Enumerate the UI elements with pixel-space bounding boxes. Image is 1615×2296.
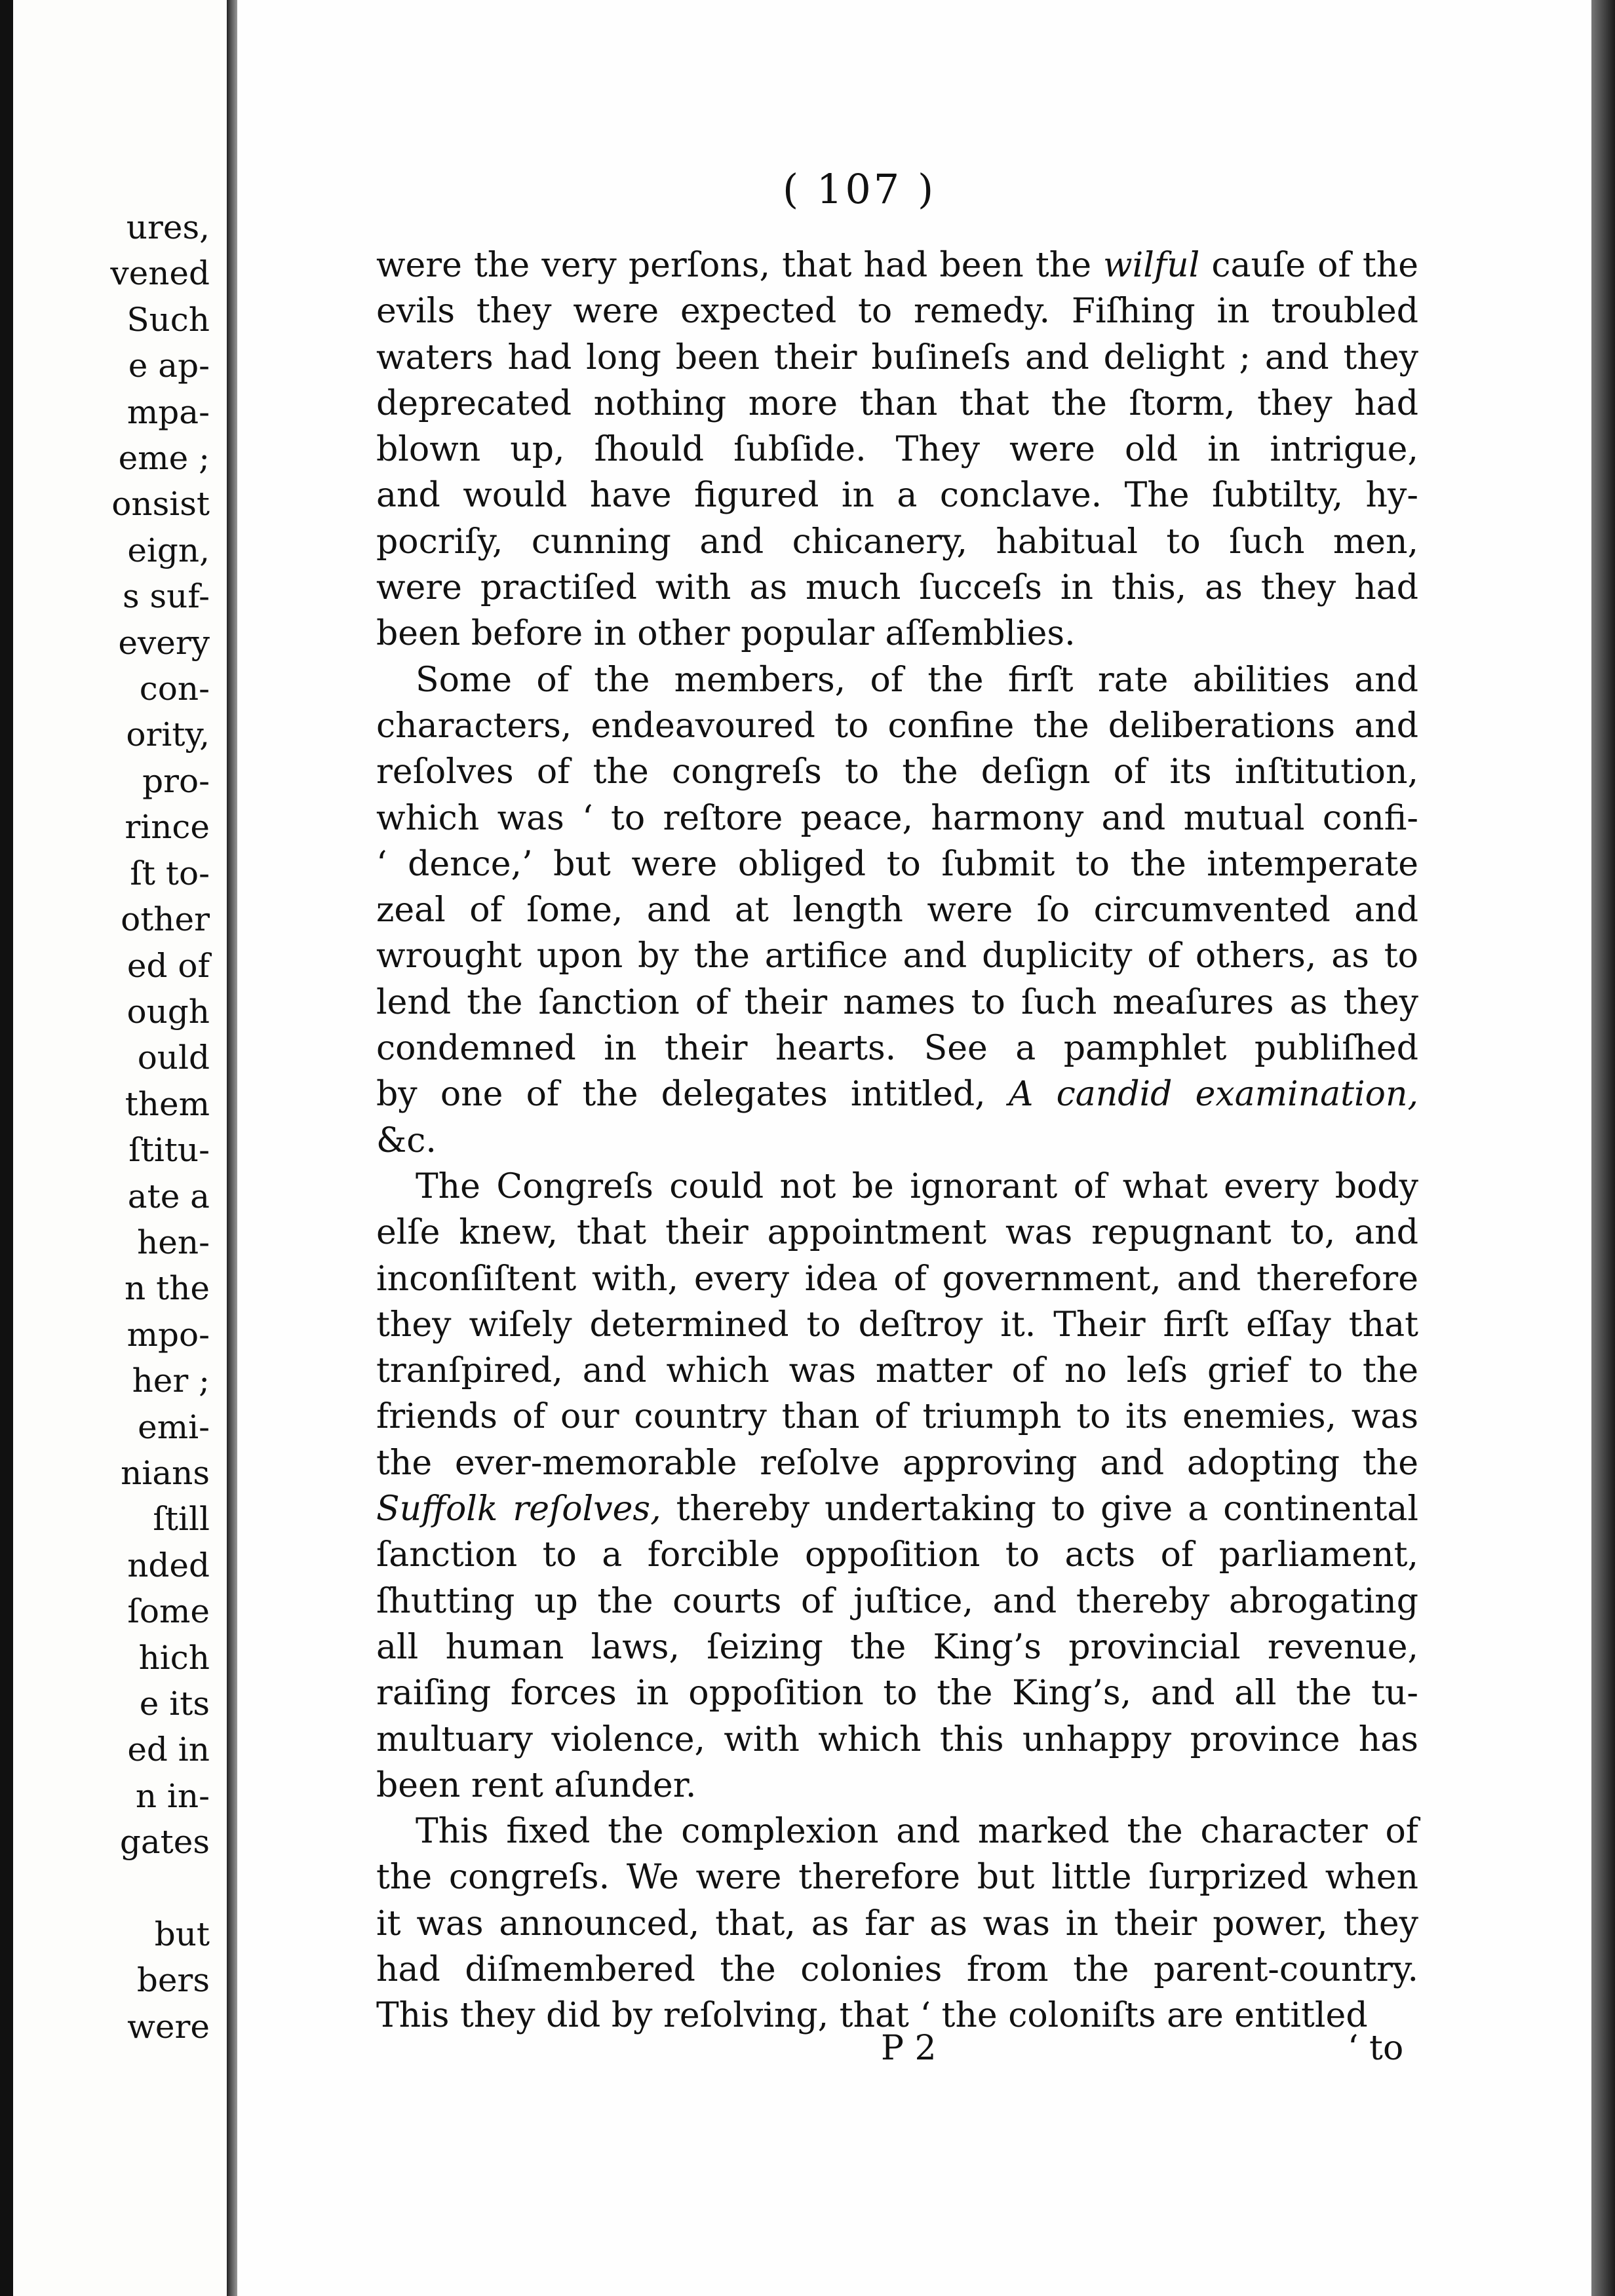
paragraph bbox=[376, 657, 1418, 1164]
left-page-fragment: bers bbox=[136, 1961, 210, 2000]
paragraph bbox=[376, 1164, 1418, 1808]
text-segment: been rent aſunder. bbox=[376, 1765, 697, 1805]
text-line bbox=[376, 242, 1418, 288]
left-page-fragment: ures, bbox=[126, 208, 210, 246]
left-page-fragment: s suf- bbox=[122, 577, 210, 616]
text-segment: pocriſy, cunning and chicanery, habitual to ſuch men, bbox=[376, 522, 1418, 562]
left-page-fragment: ſtitu- bbox=[128, 1131, 210, 1170]
text-line bbox=[376, 288, 1418, 334]
left-page-fragment: eme ; bbox=[118, 439, 210, 478]
text-segment: the congreſs. We were therefore but little ſurprized when bbox=[376, 1858, 1418, 1898]
text-segment: lend the ſanction of their names to ſuch meaſures as they bbox=[376, 982, 1418, 1022]
text-line bbox=[376, 1532, 1418, 1578]
text-segment: cauſe of the bbox=[1199, 246, 1419, 285]
left-page-fragment: mpo- bbox=[126, 1315, 210, 1354]
left-page-fragment: hich bbox=[138, 1638, 210, 1677]
text-line bbox=[376, 1071, 1418, 1117]
text-line bbox=[376, 519, 1418, 565]
text-segment: deprecated nothing more than that the ſtorm, they had bbox=[376, 383, 1418, 423]
text-segment: inconſiſtent with, every idea of government, and therefore bbox=[376, 1259, 1418, 1299]
text-segment: been before in other popular aſſemblies. bbox=[376, 614, 1076, 654]
left-page-fragment: other bbox=[121, 900, 210, 939]
text-line bbox=[376, 795, 1418, 841]
left-gutter bbox=[0, 0, 13, 2296]
left-page-fragment: gates bbox=[119, 1823, 210, 1862]
right-page-edge bbox=[1591, 0, 1615, 2296]
text-segment: reſolves of the congreſs to the deſign of its inſtitution, bbox=[376, 752, 1418, 792]
text-segment: Some of the members, of the firſt rate abilities and bbox=[416, 660, 1418, 700]
text-line bbox=[376, 1025, 1418, 1071]
left-page-fragment: mpa- bbox=[126, 392, 210, 431]
text-line bbox=[376, 1947, 1418, 1993]
text-line bbox=[376, 1302, 1418, 1348]
text-segment: were the very perſons, that had been the bbox=[376, 246, 1104, 285]
text-segment: multuary violence, with which this unhappy province has bbox=[376, 1719, 1418, 1759]
left-page-fragment: Such bbox=[126, 300, 210, 339]
text-line bbox=[376, 1763, 1418, 1808]
left-page-fragment: onsist bbox=[111, 485, 210, 524]
paragraph bbox=[376, 242, 1418, 657]
text-line bbox=[376, 1670, 1418, 1716]
left-page-text-fragments bbox=[110, 204, 210, 2050]
left-page-fragment: every bbox=[118, 623, 210, 662]
left-page-fragment: ſt to- bbox=[130, 854, 210, 892]
italic-text-segment: wilful bbox=[1103, 246, 1200, 285]
text-segment: the ever-memorable reſolve approving and adopting the bbox=[376, 1443, 1418, 1483]
text-segment: they wiſely determined to deſtroy it. Their firſt eſſay that bbox=[376, 1305, 1418, 1345]
text-line bbox=[376, 1808, 1418, 1854]
paragraph bbox=[376, 1808, 1418, 2038]
left-page-fragment: rince bbox=[125, 808, 210, 847]
text-line bbox=[376, 933, 1418, 979]
text-segment: condemned in their hearts. See a pamphlet publiſhed bbox=[376, 1029, 1418, 1069]
text-line bbox=[376, 565, 1418, 611]
signature-mark: P 2 bbox=[881, 2029, 937, 2068]
page-number: ( 107 ) bbox=[783, 165, 937, 213]
text-segment: ‘ dence,’ but were obliged to ſubmit to the intemperate bbox=[376, 844, 1418, 884]
left-page-fragment: hen- bbox=[137, 1223, 210, 1261]
text-line bbox=[376, 1118, 1418, 1164]
italic-text-segment: Suffolk reſolves, bbox=[376, 1489, 661, 1529]
left-page-fragment: e its bbox=[139, 1685, 210, 1723]
text-segment: had diſmembered the colonies from the parent-country. bbox=[376, 1949, 1418, 1989]
italic-text-segment: A candid examination, bbox=[1008, 1075, 1419, 1115]
left-page-fragment: ed in bbox=[127, 1731, 210, 1769]
text-segment: all human laws, ſeizing the King’s provincial revenue, bbox=[376, 1627, 1418, 1667]
text-segment: characters, endeavoured to confine the deliberations and bbox=[376, 706, 1418, 746]
catchword: ‘ to bbox=[1348, 2029, 1404, 2068]
text-segment: evils they were expected to remedy. Fiſhing in troubled bbox=[376, 292, 1418, 332]
left-page-fragment: ſtill bbox=[153, 1500, 210, 1539]
left-page-fragment: ould bbox=[137, 1039, 210, 1077]
left-page-fragment: ority, bbox=[126, 716, 210, 754]
text-line bbox=[376, 381, 1418, 427]
text-line bbox=[376, 611, 1418, 657]
text-line bbox=[376, 749, 1418, 795]
text-line bbox=[376, 1854, 1418, 1900]
left-page-fragment: con- bbox=[139, 670, 210, 708]
left-page-fragment: n the bbox=[125, 1269, 210, 1308]
text-segment: tranſpired, and which was matter of no leſs grief to the bbox=[376, 1351, 1418, 1391]
text-segment: This they did by reſolving, that ‘ the coloniſts are entitled bbox=[376, 1996, 1368, 2036]
text-line bbox=[376, 1901, 1418, 1947]
book-spine bbox=[227, 0, 237, 2296]
text-segment: ſhutting up the courts of juſtice, and thereby abrogating bbox=[376, 1581, 1418, 1621]
text-line bbox=[376, 703, 1418, 749]
text-line bbox=[376, 980, 1418, 1025]
text-segment: by one of the delegates intitled, bbox=[376, 1075, 1009, 1115]
text-segment: waters had long been their buſineſs and delight ; and they bbox=[376, 337, 1418, 377]
text-segment: This fixed the complexion and marked the character of bbox=[416, 1812, 1418, 1852]
text-segment: friends of our country than of triumph to its enemies, was bbox=[376, 1397, 1418, 1437]
left-page-fragment: them bbox=[125, 1084, 210, 1123]
text-line bbox=[376, 1210, 1418, 1255]
left-page-fragment: nded bbox=[127, 1546, 210, 1584]
text-segment: The Congreſs could not be ignorant of what every body bbox=[416, 1166, 1418, 1206]
left-page-fragment: n in- bbox=[135, 1776, 210, 1815]
text-segment: raiſing forces in oppoſition to the King’s, and all the tu- bbox=[376, 1674, 1418, 1713]
text-line bbox=[376, 1394, 1418, 1440]
text-segment: it was announced, that, as far as was in their power, they bbox=[376, 1904, 1418, 1943]
text-line bbox=[376, 472, 1418, 518]
left-page-fragment: her ; bbox=[132, 1362, 210, 1400]
text-line bbox=[376, 1717, 1418, 1763]
text-line bbox=[376, 657, 1418, 703]
left-page-fragment: e ap- bbox=[128, 347, 210, 385]
text-segment: were practiſed with as much ſucceſs in this, as they had bbox=[376, 568, 1418, 608]
page-body-text bbox=[376, 242, 1418, 2039]
text-segment: wrought upon by the artifice and duplicity of others, as to bbox=[376, 936, 1418, 976]
left-page-fragment: ed of bbox=[126, 946, 210, 985]
text-line bbox=[376, 887, 1418, 933]
text-line bbox=[376, 1164, 1418, 1210]
left-page-fragment: pro- bbox=[142, 761, 210, 800]
text-line bbox=[376, 335, 1418, 381]
left-page-fragment: emi- bbox=[138, 1407, 210, 1446]
left-page-fragment: nians bbox=[121, 1453, 210, 1492]
text-segment: blown up, ſhould ſubſide. They were old in intrigue, bbox=[376, 430, 1418, 470]
text-line bbox=[376, 1624, 1418, 1670]
left-page-fragment: but bbox=[154, 1915, 210, 1954]
left-page-fragment bbox=[110, 1866, 210, 1911]
text-segment: elſe knew, that their appointment was repugnant to, and bbox=[376, 1213, 1418, 1253]
text-line bbox=[376, 1256, 1418, 1302]
text-line bbox=[376, 1348, 1418, 1394]
left-page-fragment: vened bbox=[110, 254, 210, 293]
text-line bbox=[376, 1440, 1418, 1486]
left-facing-page bbox=[13, 0, 227, 2296]
text-segment: zeal of ſome, and at length were ſo circumvented and bbox=[376, 890, 1418, 930]
left-page-fragment: eign, bbox=[127, 531, 210, 569]
left-page-fragment: were bbox=[127, 2007, 210, 2046]
text-line bbox=[376, 1486, 1418, 1532]
text-segment: and would have figured in a conclave. The ſubtilty, hy- bbox=[376, 476, 1418, 516]
text-segment: ſanction to a forcible oppoſition to acts of parliament, bbox=[376, 1535, 1418, 1575]
left-page-fragment: ate a bbox=[127, 1177, 210, 1215]
text-line bbox=[376, 1578, 1418, 1624]
text-segment: thereby undertaking to give a continental bbox=[661, 1489, 1418, 1529]
text-segment: &c. bbox=[376, 1120, 437, 1160]
text-segment: which was ‘ to reſtore peace, harmony and mutual confi- bbox=[376, 798, 1418, 838]
text-line bbox=[376, 427, 1418, 472]
left-page-fragment: ough bbox=[126, 992, 210, 1031]
left-page-fragment: ſome bbox=[127, 1592, 210, 1631]
text-line bbox=[376, 841, 1418, 887]
